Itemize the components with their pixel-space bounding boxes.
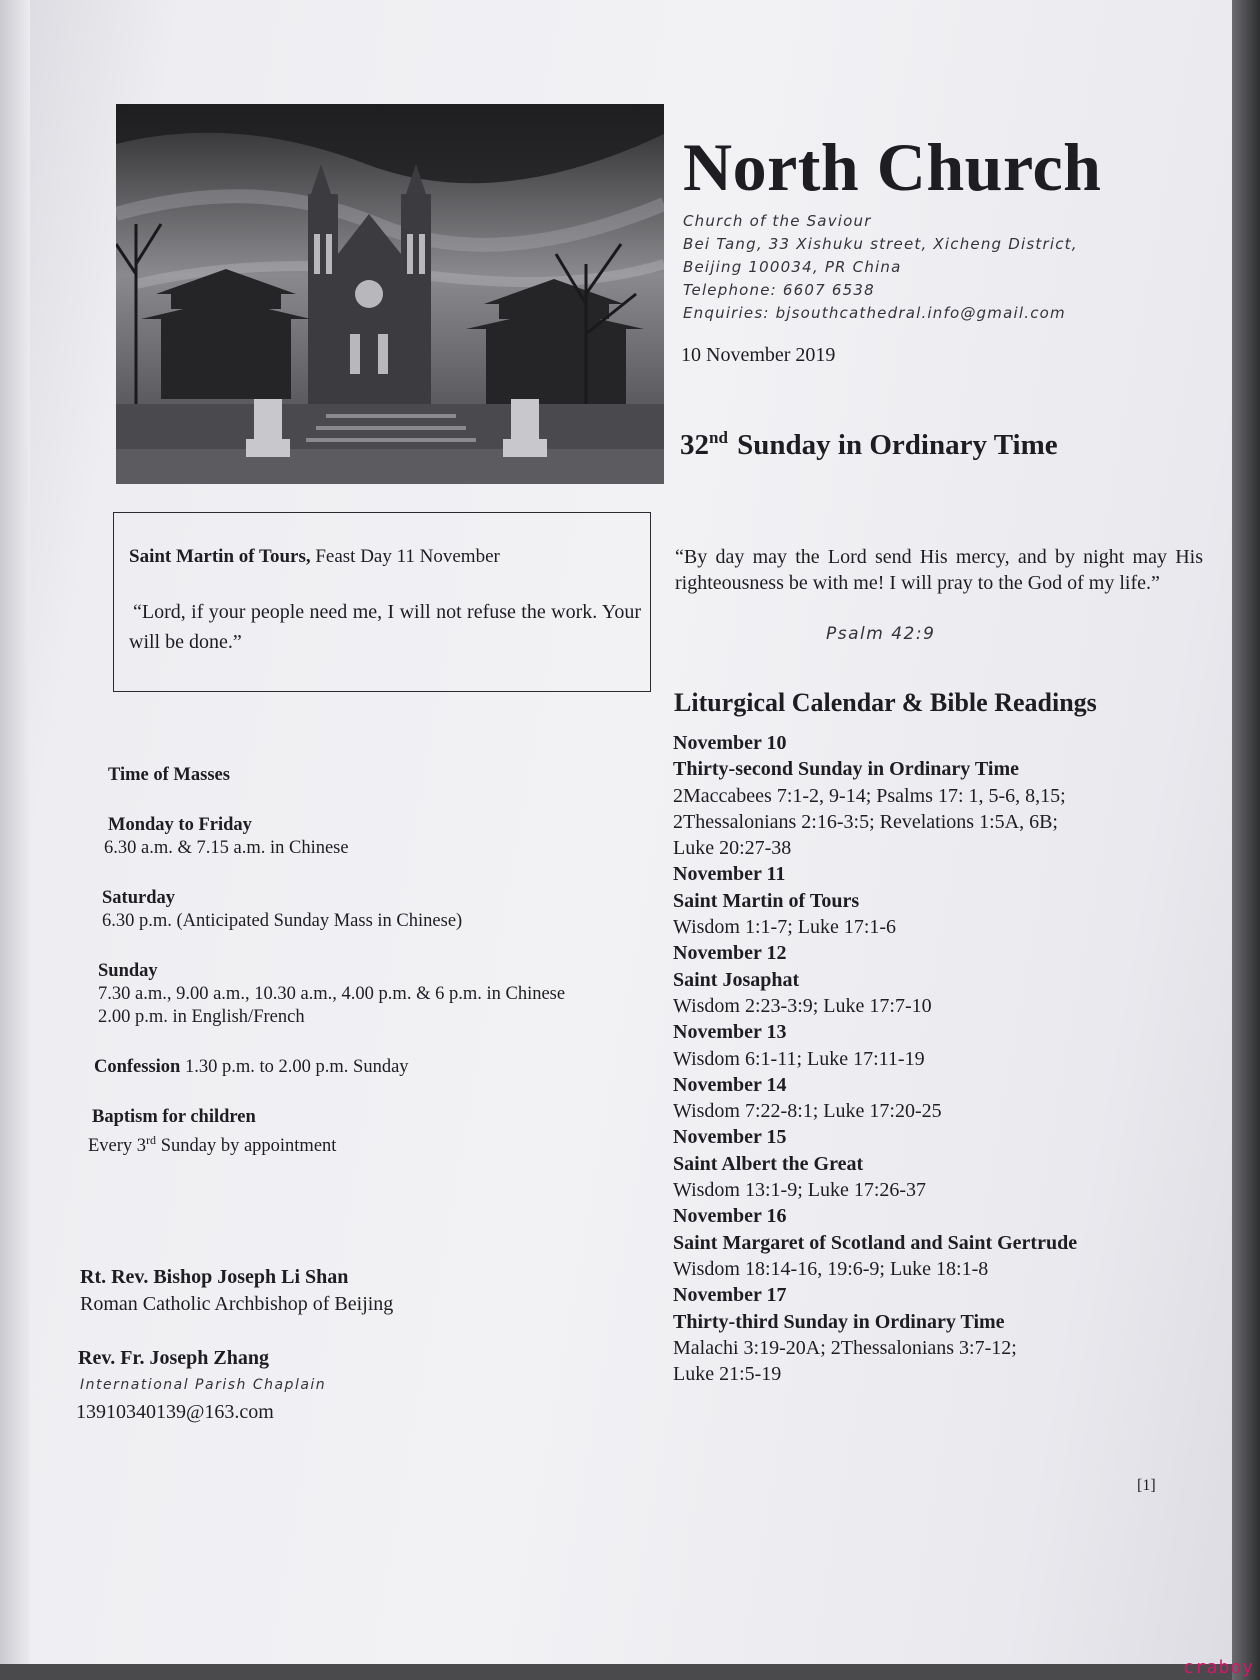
calendar-entry-heading: Saint Margaret of Scotland and Saint Gertrude: [673, 1231, 1078, 1254]
calendar-entry-readings: Malachi 3:19-20A; 2Thessalonians 3:7-12;: [673, 1336, 1017, 1359]
saint-name: Saint Martin of Tours,: [129, 546, 311, 567]
confession-time: 1.30 p.m. to 2.00 p.m. Sunday: [180, 1057, 409, 1077]
calendar-entry-heading: Thirty-third Sunday in Ordinary Time: [673, 1310, 1005, 1333]
saint-heading: [129, 546, 500, 568]
sunday-number: 32: [680, 429, 709, 461]
sunday-label: Sunday in Ordinary Time: [737, 429, 1058, 461]
calendar-entry-heading: Saint Josaphat: [673, 968, 800, 991]
weekday-masses: [92, 814, 565, 860]
priest-name: Rev. Fr. Joseph Zhang: [78, 1347, 269, 1369]
psalm-reference: Psalm 42:9: [826, 624, 936, 644]
address-line: Beijing 100034, PR China: [683, 258, 902, 276]
calendar-entry-readings: Wisdom 1:1-7; Luke 17:1-6: [673, 916, 897, 939]
calendar-entry-readings: Luke 20:27-38: [673, 837, 792, 860]
saint-quote: “Lord, if your people need me, I will not refuse the work. Your will be done.”: [129, 601, 641, 653]
calendar-entry-heading: November 13: [673, 1021, 787, 1044]
church-title: North Church: [683, 129, 1102, 205]
masses-heading: Time of Masses: [108, 765, 230, 785]
church-address: [683, 210, 1078, 325]
address-line: Church of the Saviour: [683, 212, 872, 230]
weekday-title: Monday to Friday: [108, 815, 252, 835]
calendar-entry-heading: Thirty-second Sunday in Ordinary Time: [673, 758, 1019, 781]
sunday-times-chinese: 7.30 a.m., 9.00 a.m., 10.30 a.m., 4.00 p.m. & 6 p.m. in Chinese: [98, 984, 566, 1004]
bishop-name: Rt. Rev. Bishop Joseph Li Shan: [80, 1266, 349, 1288]
calendar-entry-heading: Saint Albert the Great: [673, 1152, 864, 1175]
calendar-entry-readings: Wisdom 6:1-11; Luke 17:11-19: [673, 1047, 925, 1070]
baptism-schedule: [88, 1129, 565, 1158]
calendar-entry-heading: November 14: [673, 1073, 787, 1096]
calendar-entry-heading: November 10: [673, 732, 787, 754]
calendar-entry-readings: 2Thessalonians 2:16-3:5; Revelations 1:5A, 6B;: [673, 810, 1058, 833]
calendar-entry-heading: November 11: [673, 863, 786, 886]
calendar-entry-heading: November 17: [673, 1284, 787, 1307]
priest-title: International Parish Chaplain: [80, 1377, 327, 1393]
watermark: craboy: [1182, 1657, 1254, 1678]
baptism-info: [88, 1106, 565, 1158]
baptism-post: Sunday by appointment: [156, 1136, 337, 1156]
baptism-ordinal: rd: [146, 1133, 157, 1147]
telephone-line: Telephone: 6607 6538: [683, 281, 875, 299]
psalm-quote: “By day may the Lord send His mercy, and by night may His righteousness be with me! I will pray to the God of my life.”: [675, 546, 1203, 594]
sunday-times-english: 2.00 p.m. in English/French: [98, 1007, 305, 1027]
calendar-entry-readings: Wisdom 2:23-3:9; Luke 17:7-10: [673, 994, 932, 1017]
address-line: Bei Tang, 33 Xishuku street, Xicheng District,: [683, 235, 1078, 253]
enquiries-line: Enquiries: bjsouthcathedral.info@gmail.com: [683, 304, 1066, 322]
liturgical-calendar-heading: Liturgical Calendar & Bible Readings: [674, 688, 1097, 717]
bulletin-date: 10 November 2019: [681, 344, 836, 366]
clergy-info: [76, 1264, 394, 1426]
feast-day: Feast Day 11 November: [310, 546, 500, 567]
calendar-entry-readings: Wisdom 7:22-8:1; Luke 17:20-25: [673, 1100, 942, 1123]
sunday-title: Sunday: [98, 961, 158, 981]
calendar-entry-readings: Wisdom 18:14-16, 19:6-9; Luke 18:1-8: [673, 1257, 989, 1280]
saint-feast-box: [113, 512, 651, 692]
saturday-times: 6.30 p.m. (Anticipated Sunday Mass in Chinese): [102, 911, 463, 931]
sunday-ordinal: nd: [709, 428, 728, 447]
priest-email: 13910340139@163.com: [76, 1401, 274, 1423]
confession-times: [92, 1056, 565, 1079]
calendar-entry-readings: 2Maccabees 7:1-2, 9-14; Psalms 17: 1, 5-6, 8,15;: [673, 784, 1066, 807]
weekday-times: 6.30 a.m. & 7.15 a.m. in Chinese: [104, 838, 349, 858]
page-number: [1]: [1137, 1477, 1156, 1494]
paper-fold: [0, 0, 30, 1664]
calendar-entry-heading: November 12: [673, 942, 787, 965]
calendar-entry-heading: November 15: [673, 1126, 787, 1149]
baptism-title: Baptism for children: [92, 1107, 256, 1127]
calendar-entry-heading: Saint Martin of Tours: [673, 889, 860, 912]
calendar-entry-readings: Luke 21:5-19: [673, 1363, 782, 1386]
mass-times: [88, 764, 566, 1185]
saturday-masses: [92, 887, 565, 933]
sunday-heading: [680, 428, 1058, 462]
confession-label: Confession: [94, 1057, 181, 1077]
church-photo: [116, 104, 664, 484]
baptism-pre: Every 3: [88, 1136, 147, 1156]
table-background: [1232, 0, 1260, 1680]
liturgical-calendar-list: [673, 730, 1077, 1387]
sunday-masses: [92, 960, 565, 1029]
saturday-title: Saturday: [102, 888, 175, 908]
calendar-entry-readings: Wisdom 13:1-9; Luke 17:26-37: [673, 1179, 927, 1202]
bishop-title: Roman Catholic Archbishop of Beijing: [80, 1293, 394, 1315]
calendar-entry-heading: November 16: [673, 1205, 787, 1228]
